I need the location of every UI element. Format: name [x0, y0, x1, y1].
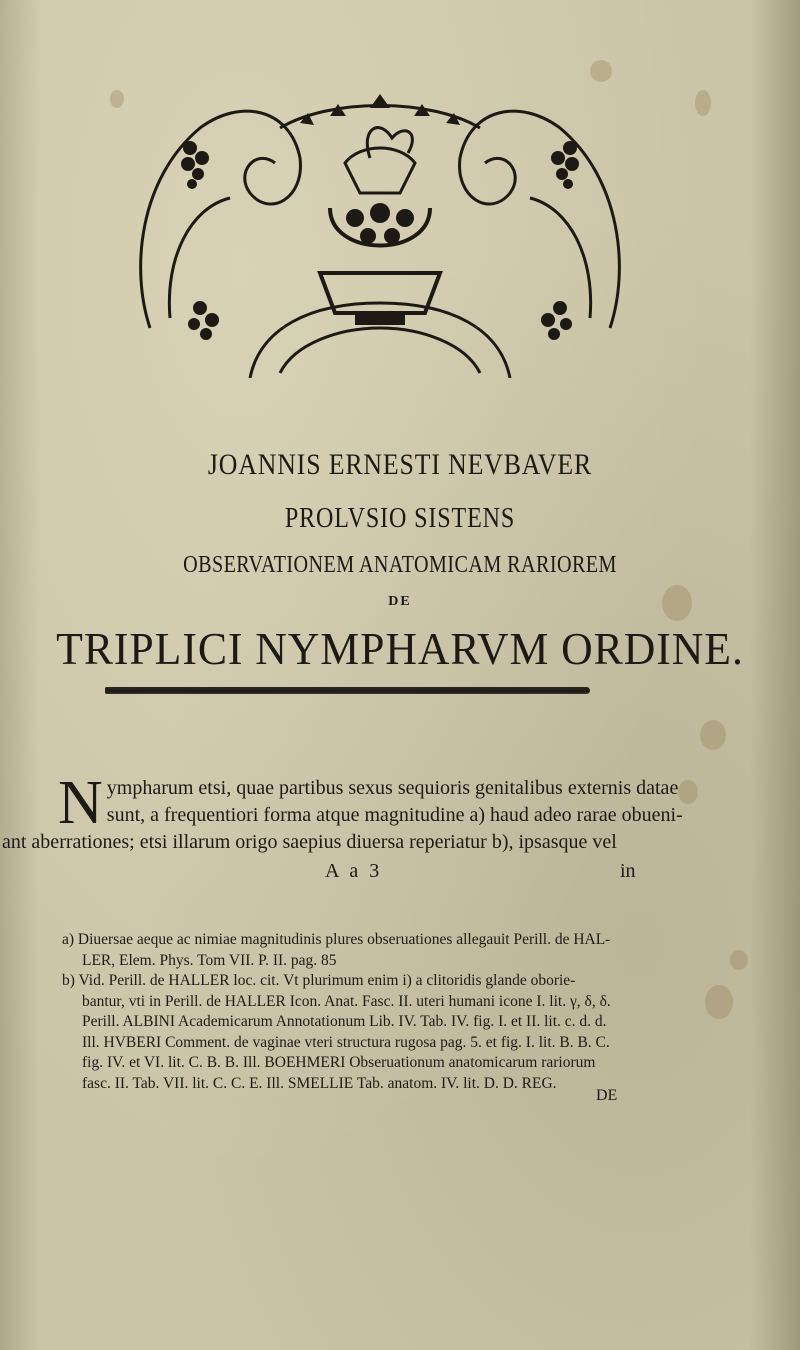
footnote-line: Perill. ALBINI Academicarum Annotationum Lib. IV. Tab. IV. fig. I. et II. lit. c. d. d.: [82, 1013, 607, 1030]
catchword: in: [620, 860, 636, 882]
observation-heading: OBSERVATIONEM ANATOMICAM RARIOREM: [183, 552, 617, 578]
de-heading: DE: [388, 594, 412, 609]
headpiece-ornament: [130, 88, 630, 378]
footnote-line: bantur, vti in Perill. de HALLER Icon. Anat. Fasc. II. uteri humani icone I. lit. γ, δ, δ.: [82, 992, 611, 1010]
footnote-line: fig. IV. et VI. lit. C. B. B. Ill. BOEHMERI Obseruationum anatomicarum rariorum: [82, 1054, 596, 1071]
title-rule: [105, 687, 590, 694]
footnotes: [62, 930, 652, 1094]
footnote-line: b) Vid. Perill. de HALLER loc. cit. Vt plurimum enim i) a clitoridis glande oborie-: [62, 972, 576, 989]
body-line: sunt, a frequentiori forma atque magnitudine a) haud adeo rarae obueni-: [106, 804, 683, 826]
footnote-line: a) Diuersae aeque ac nimiae magnitudinis plures obseruationes allegauit Perill. de HAL-: [62, 931, 611, 948]
author-name: JOANNIS ERNESTI NEVBAVER: [207, 448, 593, 481]
body-line: ympharum etsi, quae partibus sexus sequioris genitalibus externis datae: [106, 777, 679, 799]
footnote-line: LER, Elem. Phys. Tom VII. P. II. pag. 85: [82, 951, 337, 969]
prolusio-heading: PROLVSIO SISTENS: [284, 503, 516, 534]
main-title: TRIPLICI NYMPHARVM ORDINE.: [56, 623, 744, 674]
footnote-line: Ill. HVBERI Comment. de vaginae vteri structura rugosa pag. 5. et fig. I. lit. B. B. C.: [82, 1033, 610, 1051]
drop-cap: N: [58, 769, 103, 837]
footnote-line: fasc. II. Tab. VII. lit. C. C. E. Ill. SMELLIE Tab. anatom. IV. lit. D. D. REG.: [82, 1074, 557, 1092]
body-line: ant aberrationes; etsi illarum origo saepius diuersa reperiatur b), ipsasque vel: [2, 831, 617, 853]
body-paragraph: [2, 769, 683, 856]
footnote-catchword: DE: [596, 1087, 618, 1104]
signature-mark: A a 3: [325, 860, 383, 882]
